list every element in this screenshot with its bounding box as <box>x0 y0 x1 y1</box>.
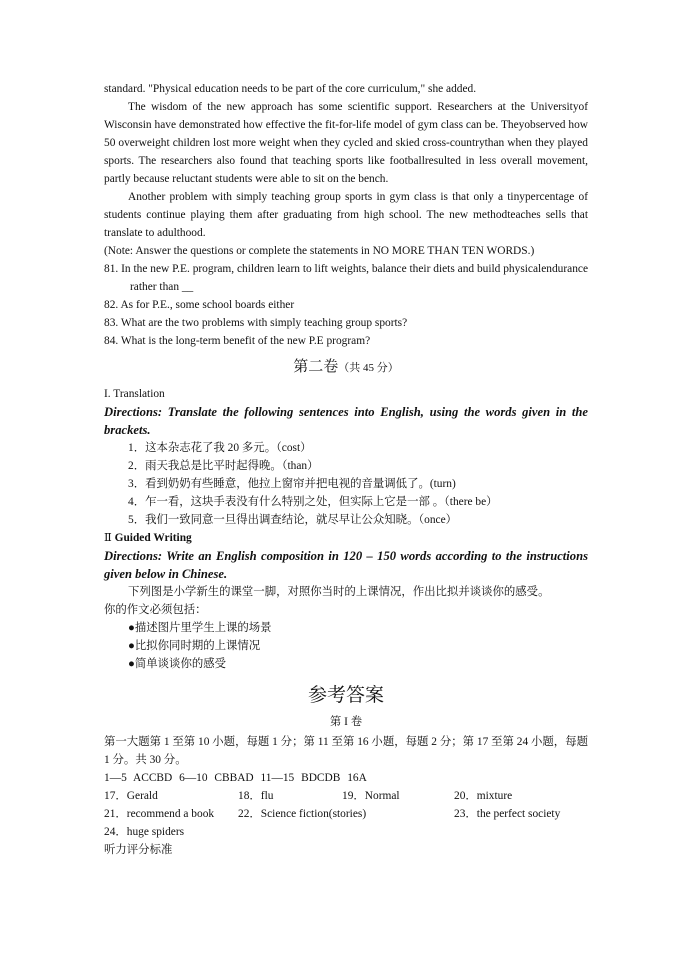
answers-scoring: 第一大题第 1 至第 10 小题，每题 1 分；第 11 至第 16 小题，每题 2 分；第 17 至第 24 小题，每题 1 分。共 30 分。 <box>104 736 588 766</box>
writing-bullet: ●描述图片里学生上课的场景 <box>128 622 272 634</box>
section-heading <box>104 356 588 379</box>
writing-bullet: ●简单谈谈你的感受 <box>128 658 227 670</box>
translation-sentence: 2．雨天我总是比平时起得晚。（than） <box>128 460 319 472</box>
answer-cell: 21．recommend a book <box>104 808 215 820</box>
translation-sentence: 4．乍一看，这块手表没有什么特别之处，但实际上它是一部 。（there be） <box>128 496 498 508</box>
translation-directions: Directions: Translate the following sentences into English, using the words given in the brackets. <box>104 405 588 437</box>
passage-paragraph: Another problem with simply teaching group sports in gym class is that only a tinypercentage of students continue playing them after graduating from high school. The new methodteaches sells that translate to adulthood. <box>104 191 588 239</box>
writing-directions: Directions: Write an English composition in 120 – 150 words according to the instructions given below in Chinese. <box>104 549 588 581</box>
passage-paragraph: The wisdom of the new approach has some scientific support. Researchers at the Universityof Wisconsin have demonstrated how effective the fit-for-life model of gym class can be. Theyobserved how 50 overweight children lost more weight when they cycled and skied cross-countrythan when they played sports. The researchers also found that teaching sports like footballresulted in less overall movement, partly because reluctant students were able to sit on the bench. <box>104 101 588 185</box>
question-item: 81. In the new P.E. program, children learn to lift weights, balance their diets and build physicalendurance rather than __ <box>104 263 588 293</box>
section-title: 第二卷 <box>293 359 339 375</box>
section-score: （共 45 分） <box>338 362 399 374</box>
answer-cell: 19．Normal <box>342 790 400 802</box>
writing-bullet: ●比拟你同时期的上课情况 <box>128 640 261 652</box>
translation-sentence: 1．这本杂志花了我 20 多元。（cost） <box>128 442 312 454</box>
passage-paragraph: standard. "Physical education needs to be part of the core curriculum," she added. <box>104 83 477 95</box>
question-item: 83. What are the two problems with simply teaching group sports? <box>104 317 408 329</box>
question-item: 84. What is the long-term benefit of the new P.E program? <box>104 335 371 347</box>
listening-standard: 听力评分标准 <box>104 844 173 856</box>
answers-row <box>104 805 588 823</box>
answers-mc-line: 1—5 ACCBD 6—10 CBBAD 11—15 BDCDB 16A <box>104 772 367 784</box>
answer-cell: 18．flu <box>238 790 274 802</box>
answer-cell: 17．Gerald <box>104 790 158 802</box>
translation-sentence: 3．看到奶奶有些睡意，他拉上窗帘并把电视的音量调低了。(turn) <box>128 478 456 490</box>
answers-volume: 第 I 卷 <box>329 716 363 728</box>
answer-cell: 24．huge spiders <box>104 826 185 838</box>
answers-row <box>104 787 588 805</box>
writing-heading-text: Guided Writing <box>114 532 192 544</box>
writing-intro: 下列图是小学新生的课堂一脚，对照你当时的上课情况，作出比拟并谈谈你的感受。 <box>128 586 550 598</box>
answer-cell: 22．Science fiction(stories) <box>238 808 367 820</box>
note-line: (Note: Answer the questions or complete the statements in NO MORE THAN TEN WORDS.) <box>104 245 535 257</box>
writing-must: 你的作文必须包括： <box>104 604 207 616</box>
answers-title: 参考答案 <box>307 685 384 706</box>
writing-heading <box>104 529 588 547</box>
writing-heading-num: Ⅱ <box>104 532 112 544</box>
translation-sentence: 5．我们一致同意一旦得出调查结论，就尽早让公众知晓。（once） <box>128 514 458 526</box>
document-page <box>104 80 588 859</box>
question-item: 82. As for P.E., some school boards either <box>104 299 295 311</box>
answer-cell: 20．mixture <box>454 790 513 802</box>
answer-cell: 23．the perfect society <box>454 808 561 820</box>
translation-heading: I. Translation <box>104 388 165 400</box>
